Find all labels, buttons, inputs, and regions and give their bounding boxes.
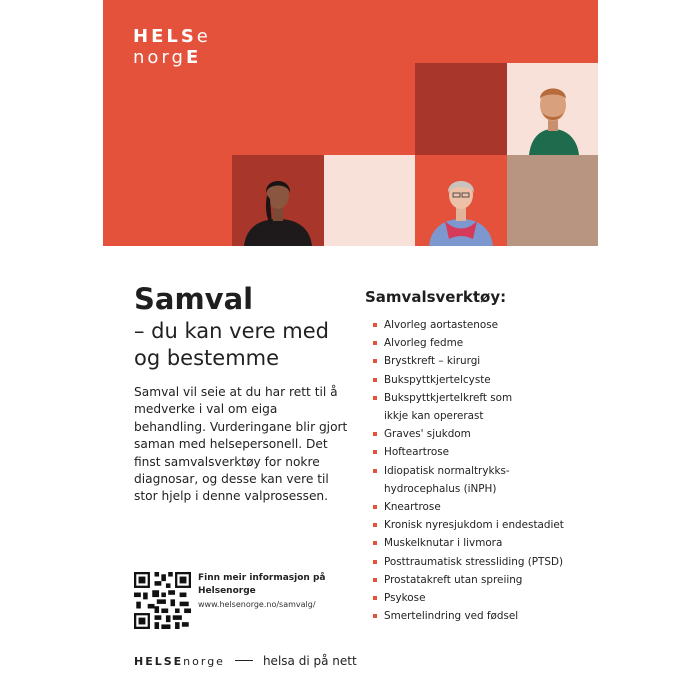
qr-code-icon[interactable]	[134, 572, 191, 629]
man-portrait-image	[507, 63, 598, 155]
tool-item	[365, 316, 595, 334]
tool-item	[365, 516, 595, 534]
tool-item-label: Alvorleg aortastenose	[384, 319, 499, 331]
tool-item	[365, 589, 595, 607]
tools-list	[365, 316, 595, 625]
page-subtitle: – du kan vere med og bestemme	[134, 319, 329, 370]
info-link[interactable]: www.helsenorge.no/samvalg/	[198, 600, 316, 609]
bullet-icon	[373, 523, 377, 527]
bullet-icon	[373, 323, 377, 327]
tool-item-label: Kronisk nyresjukdom i endestadiet	[384, 519, 564, 532]
tool-item-label: Psykose	[384, 592, 426, 605]
poster	[103, 0, 598, 700]
tool-item	[365, 534, 595, 552]
logo-part: e	[196, 26, 211, 47]
bullet-icon	[373, 505, 377, 509]
logo-part: norg	[133, 47, 186, 68]
portrait-tile-woman-older	[415, 155, 507, 246]
footer-brand-logo	[134, 655, 225, 668]
info-heading: Finn meir informasjon på Helsenorge	[198, 573, 326, 596]
tool-item-label: Prostatakreft utan spreiing	[384, 573, 523, 586]
tool-item-label: Idiopatisk normaltrykks- hydrocephalus (iNPH)	[384, 464, 510, 495]
tool-item	[365, 571, 595, 589]
tool-item	[365, 607, 595, 625]
bullet-icon	[373, 378, 377, 382]
tool-item-label: Bukspyttkjertelcyste	[384, 373, 491, 386]
tool-item-label: Graves' sjukdom	[384, 428, 471, 441]
tool-item-label: Muskelknutar i livmora	[384, 537, 503, 550]
tool-item	[365, 352, 595, 370]
bullet-icon	[373, 359, 377, 363]
tool-item	[365, 498, 595, 516]
older-woman-portrait-image	[415, 155, 507, 246]
bullet-icon	[373, 560, 377, 564]
bullet-icon	[373, 578, 377, 582]
bullet-icon	[373, 614, 377, 618]
header-banner	[103, 0, 598, 246]
portrait-tile-woman-dark	[232, 155, 324, 246]
woman-portrait-image	[232, 155, 324, 246]
tool-item	[365, 389, 595, 425]
portrait-tile-man	[507, 63, 598, 155]
intro-paragraph: Samval vil seie at du har rett til å medverke i val om eiga behandling. Vurderingane blir gjort saman med helsepersonell. Det finst samvalsverktøy for nokre diagnosar, og desse kan vere til stor hjelp i denne valprosessen.	[134, 385, 348, 504]
tool-item	[365, 462, 595, 498]
bullet-icon	[373, 341, 377, 345]
logo-part: HELS	[133, 26, 197, 47]
helsenorge-logo	[133, 26, 211, 68]
footer-tagline: helsa di på nett	[262, 654, 357, 668]
tool-item-label: Posttraumatisk stressliding (PTSD)	[384, 555, 564, 568]
footer	[134, 654, 357, 668]
page-title: Samval	[134, 282, 254, 316]
color-tile	[507, 155, 598, 246]
bullet-icon	[373, 432, 377, 436]
bullet-icon	[373, 541, 377, 545]
color-tile	[324, 155, 415, 246]
tool-item-label: Kneartrose	[384, 501, 441, 514]
tool-item	[365, 443, 595, 461]
tool-item-label: Brystkreft – kirurgi	[384, 355, 481, 368]
tool-item	[365, 425, 595, 443]
tool-item-label: Smertelindring ved fødsel	[384, 610, 519, 623]
bullet-icon	[373, 396, 377, 400]
logo-part: E	[185, 47, 202, 68]
bullet-icon	[373, 450, 377, 454]
tool-item-label: Bukspyttkjertelkreft som ikkje kan opererast	[384, 391, 513, 423]
bullet-icon	[373, 469, 377, 473]
brand-part: HELSE	[134, 655, 184, 668]
tool-item	[365, 371, 595, 389]
bullet-icon	[373, 596, 377, 600]
separator-dash	[235, 660, 253, 661]
tool-item-label: Alvorleg fedme	[384, 337, 464, 350]
tool-item-label: Hofteartrose	[384, 446, 450, 459]
tools-heading: Samvalsverktøy:	[365, 288, 507, 306]
tool-item	[365, 553, 595, 571]
color-tile	[415, 63, 507, 155]
brand-part: norge	[183, 655, 225, 668]
tool-item	[365, 334, 595, 352]
